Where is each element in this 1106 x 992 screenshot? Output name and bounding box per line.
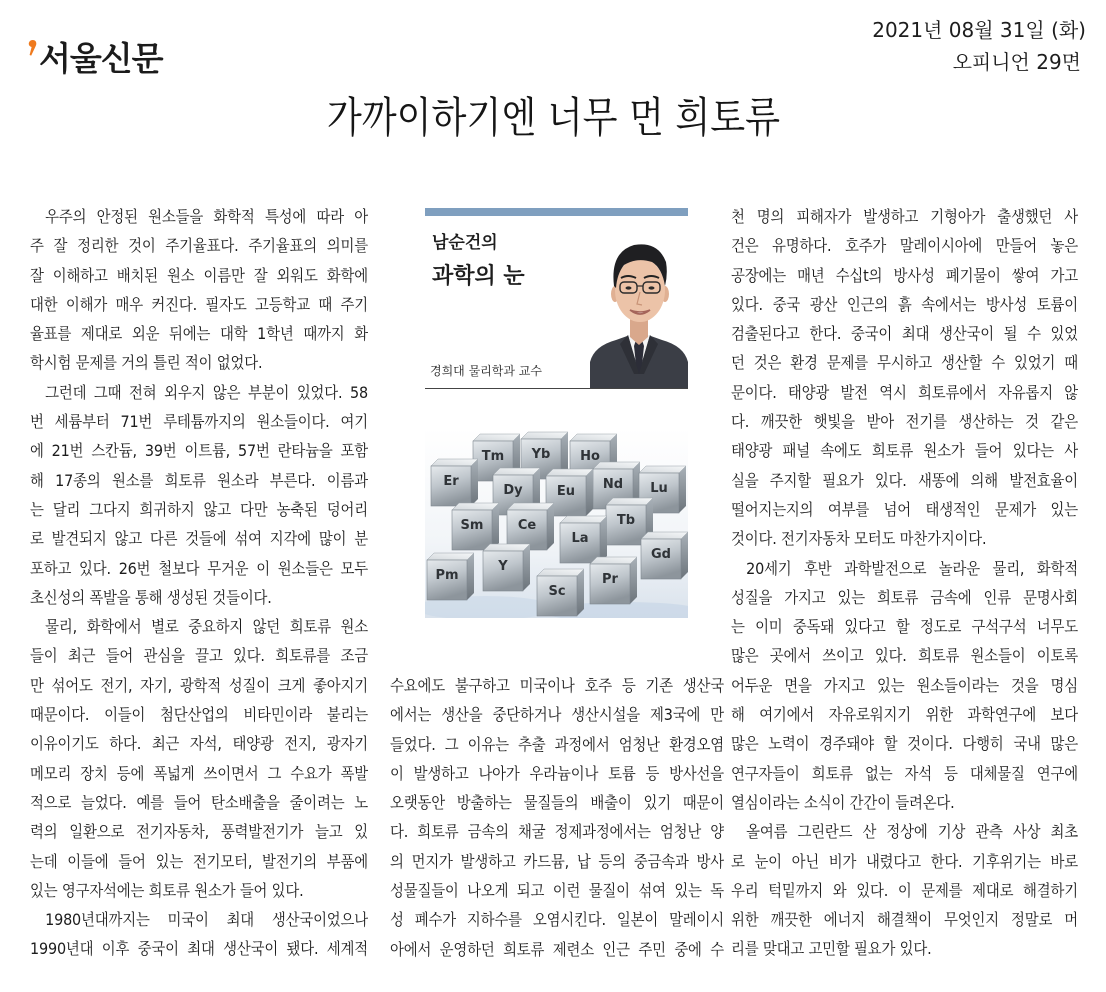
article-line: 만 섞어도 전기, 자기, 광학적 성질이 크게 좋아지기	[30, 675, 368, 695]
article-column-middle	[390, 671, 724, 964]
article-column-left	[30, 202, 368, 964]
article-line: 번 세륨부터 71번 루테튬까지의 원소들이다. 여기	[30, 412, 368, 432]
article-line: 들이 최근 들어 관심을 끌고 있다. 희토류를 조금	[30, 646, 368, 666]
article-line: 위한 깨끗한 에너지 해결책이 무엇인지 정말로 머	[731, 910, 1078, 930]
article-line: 그런데 그때 전혀 외우지 않은 부분이 있었다. 58	[45, 382, 368, 402]
article-line: 는 이미 중독돼 있다고 할 정도로 구석구석 너무도	[731, 617, 1078, 637]
article-line: 성물질들이 나오게 되고 이런 물질이 섞여 있는 독	[390, 881, 724, 901]
article-line: 우주의 안정된 원소들을 화학적 특성에 따라 아	[45, 207, 368, 226]
column-author-line: 남순건의	[432, 233, 498, 253]
element-cube	[590, 557, 637, 604]
element-symbol: Nd	[602, 477, 624, 492]
element-symbol: Lu	[650, 481, 668, 496]
article-line: 연구자들이 희토류 없는 자석 등 대체물질 연구에	[731, 763, 1078, 783]
article-line: 는데 이들에 들어 있는 전기모터, 발전기의 부품에	[30, 851, 368, 871]
element-symbol: Yb	[531, 447, 551, 462]
article-line: 떨어지는지의 여부를 넘어 태생적인 문제가 있는	[731, 499, 1078, 519]
article-line: 검출된다고 한다. 중국이 최대 생산국이 될 수 있었	[731, 324, 1078, 344]
author-photo	[590, 222, 688, 388]
article-line: 태양광 패널 속에도 희토류 원소가 들어 있다는 사	[731, 441, 1078, 461]
element-symbol: Pm	[435, 568, 459, 583]
element-cube	[452, 503, 499, 550]
article-line: 올여름 그린란드 산 정상에 기상 관측 사상 최초	[746, 822, 1078, 842]
element-symbol: Ho	[580, 449, 600, 464]
article-line: 로 눈이 아닌 비가 내렸다고 한다. 기후위기는 바로	[731, 851, 1078, 871]
headline-text: 가까이하기엔 너무 먼 희토류	[326, 93, 780, 142]
article-line: 로 발견되지 않고 다른 것들에 섞여 지각에 많이 분	[30, 529, 368, 549]
element-symbol: Ce	[517, 518, 537, 533]
element-cubes-image	[425, 428, 688, 618]
element-symbol: Tb	[616, 513, 636, 528]
element-symbol: Pr	[602, 572, 618, 587]
article-line: 들었다. 그 이유는 추출 과정에서 엄청난 환경오염	[390, 734, 724, 754]
element-cube	[431, 459, 478, 506]
article-line: 에서는 생산을 중단하거나 생산시설을 제3국에 만	[390, 705, 724, 725]
article-line: 적으로 늘었다. 예를 들어 탄소배출을 줄이려는 노	[30, 792, 368, 812]
element-cube	[427, 553, 474, 600]
article-line: 수요에도 불구하고 미국이나 호주 등 기존 생산국	[390, 676, 724, 695]
element-symbol: Eu	[556, 484, 576, 499]
article-line: 어두운 면을 가지고 있는 원소들이라는 것을 명심	[731, 675, 1078, 695]
article-line: 오랫동안 방출하는 물질들의 배출이 있기 때문이	[390, 793, 724, 813]
logo-mark-icon	[28, 40, 37, 56]
article-line: 많은 곳에서 쓰이고 있다. 희토류 원소들이 이토록	[731, 646, 1078, 666]
article-line: 아에서 운영하던 희토류 제련소 인근 주민 중에 수	[390, 939, 724, 959]
column-name: 과학의 눈	[432, 264, 525, 289]
article-line: 우리 턱밑까지 와 있다. 이 문제를 제대로 해결하기	[731, 880, 1078, 900]
article-line: 는 달리 그다지 희귀하지 않고 다만 농축된 덩어리	[30, 499, 368, 519]
article-line: 이유이기도 하다. 최근 자석, 태양광 전지, 광자기	[30, 734, 368, 754]
section-page: 오피니언 29면	[952, 50, 1081, 74]
article-line: 학시험 문제를 거의 틀린 적이 없었다.	[30, 353, 263, 373]
article-line: 해 여기에서 자유로워지기 위한 과학연구에 보다	[731, 705, 1078, 725]
article-line: 천 명의 피해자가 발생하고 기형아가 출생했던 사	[731, 207, 1078, 226]
article-line: 리를 맞대고 고민할 필요가 있다.	[731, 939, 932, 959]
logo-mark-shape	[29, 40, 37, 56]
element-symbol: Er	[443, 474, 459, 489]
article-line: 초신성의 폭발을 통해 생성된 것들이다.	[30, 587, 272, 607]
element-cube	[641, 532, 688, 579]
article-line: 해 17종의 원소를 희토류 원소라 부른다. 이름과	[30, 470, 368, 490]
article-line: 실을 주지할 필요가 있다. 새똥에 의해 발전효율이	[731, 470, 1078, 490]
element-symbol: Tm	[481, 449, 505, 464]
article-line: 에 21번 스칸듐, 39번 이트륨, 57번 란타늄을 포함	[30, 441, 368, 461]
article-line: 것이다. 전기자동차 모터도 마찬가지이다.	[731, 529, 987, 549]
article-line: 주 잘 정리한 것이 주기율표다. 주기율표의 의미를	[30, 236, 368, 256]
article-line: 있는 영구자석에는 희토류 원소가 들어 있다.	[30, 880, 304, 900]
article-line: 잘 이해하고 배치된 원소 이름만 잘 외워도 화학에	[30, 265, 368, 285]
article-line: 문이다. 태양광 발전 역시 희토류에서 자유롭지 않	[731, 382, 1078, 402]
article-line: 다. 깨끗한 햇빛을 받아 전기를 생산하는 것 같은	[731, 412, 1078, 432]
article-line: 포하고 있다. 26번 철보다 무거운 이 원소들은 모두	[30, 558, 368, 578]
article-line: 이 발생하고 나아가 우라늄이나 토륨 등 방사선을	[390, 763, 724, 783]
article-line: 공장에는 매년 수십t의 방사성 폐기물이 쌓여 가고	[731, 265, 1078, 285]
logo-text: 서울신문	[39, 39, 163, 78]
article-line: 메모리 장치 등에 폭넓게 쓰이면서 그 수요가 폭발	[30, 763, 368, 783]
element-cube	[537, 569, 584, 616]
article-line: 많은 노력이 경주돼야 할 것이다. 다행히 국내 많은	[731, 734, 1078, 754]
article-line: 1980년대까지는 미국이 최대 생산국이었으나	[45, 910, 368, 930]
article-line: 물리, 화학에서 별로 중요하지 않던 희토류 원소	[45, 617, 368, 637]
element-symbol: Sm	[460, 518, 484, 533]
element-symbol: Sc	[548, 584, 566, 599]
article-line: 건은 유명하다. 호주가 말레이시아에 만들어 놓은	[731, 236, 1078, 256]
article-line: 력의 일환으로 전기자동차, 풍력발전기가 늘고 있	[30, 822, 368, 842]
article-column-right	[731, 202, 1078, 964]
article-line: 있다. 중국 광산 인근의 흙 속에서는 방사성 토륨이	[731, 294, 1078, 314]
article-line: 1990년대 이후 중국이 최대 생산국이 됐다. 세계적	[30, 939, 368, 959]
column-box-bar	[425, 208, 688, 216]
issue-date: 2021년 08월 31일 (화)	[872, 18, 1086, 42]
article-line: 대한 이해가 매우 커진다. 필자도 고등학교 때 주기	[30, 294, 368, 314]
article-line: 의 먼지가 발생하고 카드뮴, 납 등의 중금속과 방사	[390, 851, 724, 871]
article-line: 던 것은 환경 문제를 무시하고 생산할 수 있었기 때	[731, 353, 1078, 373]
element-cube	[507, 503, 554, 550]
element-symbol: Y	[498, 559, 508, 574]
element-symbol: Dy	[503, 483, 523, 498]
headline	[0, 94, 1106, 142]
element-symbol: Gd	[651, 547, 671, 562]
column-box	[425, 208, 688, 389]
article-line: 때문이다. 이들이 첨단산업의 비타민이라 불리는	[30, 705, 368, 725]
article-line: 20세기 후반 과학발전으로 놀라운 물리, 화학적	[746, 558, 1078, 578]
author-title: 경희대 물리학과 교수	[430, 364, 542, 378]
article-line: 율표를 제대로 외운 뒤에는 대학 1학년 때까지 화	[30, 324, 368, 344]
element-symbol: La	[571, 531, 589, 546]
newspaper-logo	[28, 36, 163, 84]
article-line: 성 폐수가 지하수를 오염시킨다. 일본이 말레이시	[390, 910, 724, 930]
element-cube	[483, 544, 530, 591]
article-line: 다. 희토류 금속의 채굴 정제과정에서는 엄청난 양	[390, 822, 724, 842]
article-line: 성질을 가지고 있는 희토류 금속에 인류 문명사회	[731, 587, 1078, 607]
element-cube	[560, 516, 607, 563]
article-line: 열심이라는 소식이 간간이 들려온다.	[731, 792, 955, 812]
